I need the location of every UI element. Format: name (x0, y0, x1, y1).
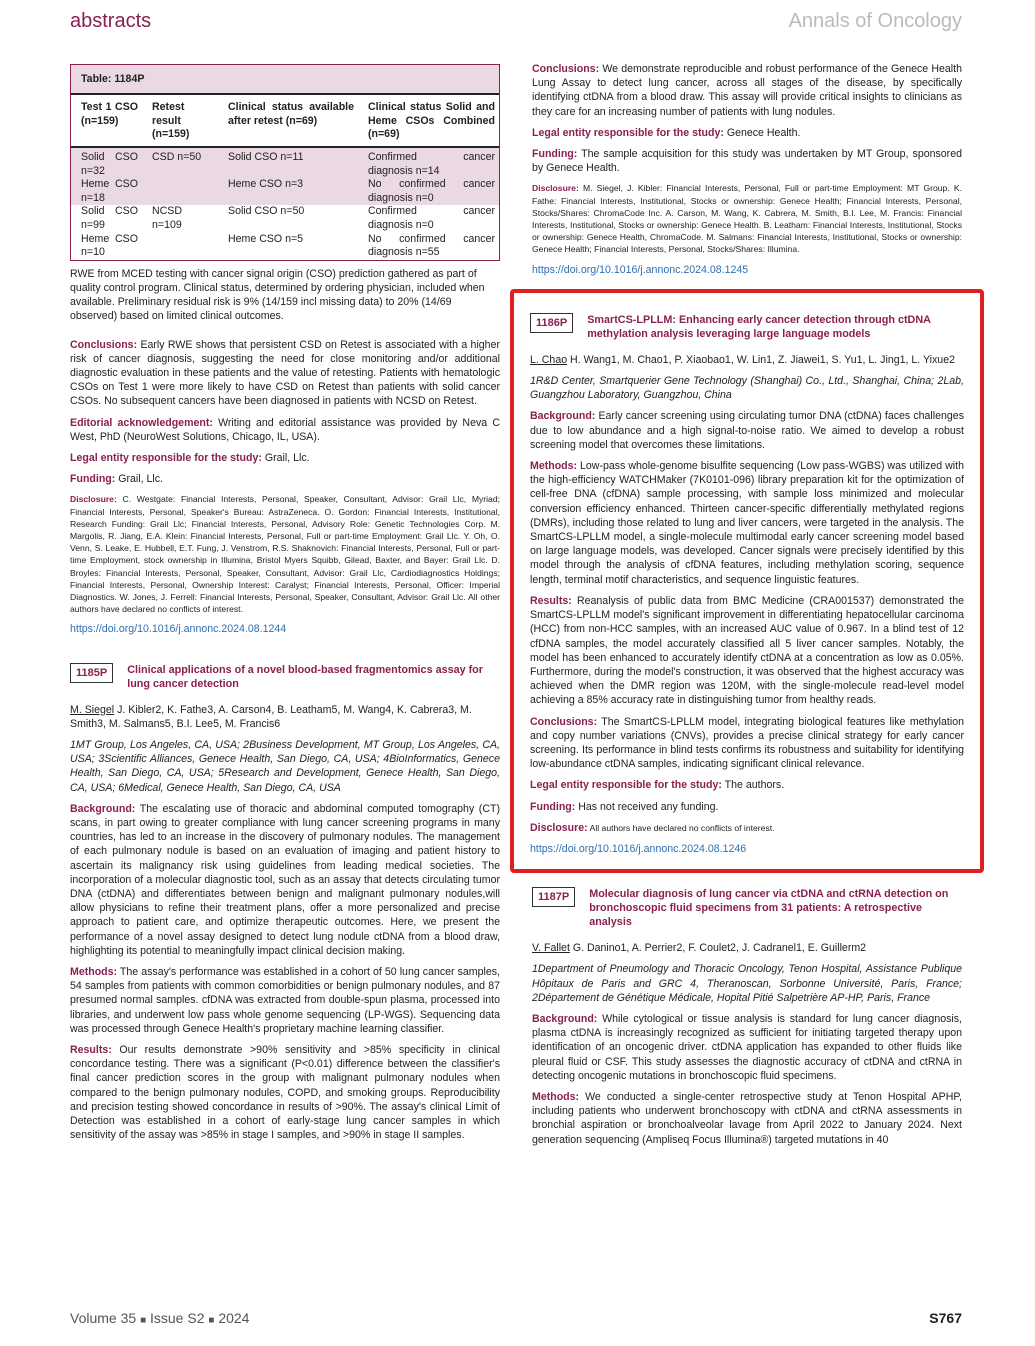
abstract-header-1185p (70, 663, 500, 691)
funding-1184p: Funding: Grail, Llc. (70, 473, 163, 486)
table-grid (71, 95, 499, 260)
disclosure-1184p: Disclosure: C. Westgate: Financial Interests, Personal, Speaker, Consultant, Advisor: Grail Llc, Myriad; Financial Interests, Personal, Speaker's Bureau: AstraZeneca. O. Gordon: Financial Interests, Institutional, Research Funding: Grail Llc; Financial Interests, Personal, Advisory Role: Genetic Technologies Corp. M. Margolis, R. Jiang, E.A. Klein: Financial Interests, Personal, Full or part-time Employment: Grail Llc. Y. Oh, O. Venn, S. Leake, E. Hubbell, E.T. Fung, J. Venstrom, R.S. Shaknovich: Financial Interests, Personal, Full or part-time Employment, stock ownership in Illumina, Bristol Myers Squibb, Gilead, Baxter, and Bayer: Grail Llc. D. Broyles: Financial Interests, Personal, Speaker, Consultant, Advisor: Grail Llc, Cardiodiagnostics Holdings; Financial Interests, Personal, Ownership Interest: Caralyst; Financial Interests, Personal, Officer: Imperial Diagnostics. W. Jones, J. Ferrell: Financial Interests, Personal, Speaker, Consultant, Advisor: Grail Llc. All other authors have declared no conflicts of interest. (70, 494, 500, 615)
conclusions-1185p: Conclusions: We demonstrate reproducible and robust performance of the Genece Health Lung Assay to detect lung cancer, across all stages of the disease, by specifically identifying ctDNA from a blood draw. This assay will provide critical insights to clinicians as they care for an increasing number of patients with lung nodules. (532, 63, 962, 118)
table-cell: CSD n=50 (142, 148, 218, 178)
footer-volume-issue: Volume 35 ■ Issue S2 ■ 2024 (70, 1310, 250, 1326)
table-cell: Confirmed cancer diagnosis n=14 (358, 148, 499, 178)
affiliations-1187p: 1Department of Pneumology and Thoracic Oncology, Tenon Hospital, Assistance Publique Hôpitaux de Paris and GRC 4, Theranoscan, Sorbonne Université, Paris, France; 2Département de Génétique Médicale, Hopital Pitié Salpetrière AP-HP, Paris, France (532, 963, 962, 1004)
highlighted-abstract-1186p (510, 289, 984, 873)
conclusions-1186p: Conclusions: The SmartCS-LPLLM model, integrating biological features like methylation and copy number variations (CNVs), provides a precise clinical strategy for early cancer screening. Its performance in blind tests confirms its robustness and suitability for identifying low-abundance ctDNA samples, indicating significant clinical relevance. (530, 715, 964, 771)
table-cell: Confirmed cancer diagnosis n=0 (368, 205, 495, 231)
doi-link-1186p[interactable]: https://doi.org/10.1016/j.annonc.2024.08.1246 (530, 842, 747, 855)
page-number: S767 (929, 1310, 962, 1326)
table-cell: Heme CSO n=18 (71, 178, 142, 205)
methods-1187p: Methods: We conducted a single-center retrospective study at Tenon Hospital APHP, including patients who underwent bronchoscopy with ctDNA and ctRNA assessments in bronchial aspiration or bronchoalveolar lavage from April 2022 to January 2024. Next generation sequencing (Ampliseq Focus Illumina®) targeted mutations in 40 (532, 1090, 962, 1146)
left-column (70, 64, 500, 1150)
table-cell: No confirmed cancer diagnosis n=55 (368, 232, 495, 259)
table-caption: Table: 1184P (71, 65, 499, 95)
disclosure-1186p: Disclosure: All authors have declared no conflicts of interest. (530, 821, 775, 834)
table-header: Test 1 CSO (n=159) (71, 95, 142, 148)
abstract-id: 1187P (532, 887, 575, 907)
table-cell: NCSD n=109 (152, 205, 183, 231)
table-cell (142, 233, 218, 260)
table-cell (142, 178, 218, 205)
right-column (532, 62, 962, 1154)
table-cell: Solid CSO n=32 (71, 148, 142, 178)
table-1184p (70, 64, 500, 261)
doi-link-1185p[interactable]: https://doi.org/10.1016/j.annonc.2024.08.1245 (532, 263, 749, 276)
table-cell: Heme CSO n=10 (81, 232, 138, 259)
table-header: Retest result (n=159) (142, 95, 218, 148)
table-cell: Solid CSO n=11 (218, 148, 358, 178)
methods-1186p: Methods: Low-pass whole-genome bisulfite sequencing (Low pass-WGBS) was utilized with the high-efficiency WATCHMaker (7K0101-096) library preparation kit for the optimization of cell-free DNA (cfDNA) sample processing, with sample loss minimized and molecular conversion efficiency enhanced. Thirteen cancer-specific differentially methylated regions (DMRs), including those related to lung and liver cancers, were targeted in the analysis. The SmartCS-LPLLM model, a single-molecule multimodal early cancer screening model based on large language models, was developed. Cancer signals were precisely identified by this model through the analysis of cfDNA features, including methylation scoring, sequence length, terminal motif characteristics, and sequence linguistic features. (530, 460, 964, 586)
funding-1186p: Funding: Has not received any funding. (530, 800, 719, 813)
affiliations-1185p: 1MT Group, Los Angeles, CA, USA; 2Business Development, MT Group, Los Angeles, CA, USA; 3Scientific Alliances, Genece Health, San Diego, CA, USA; 4BioInformatics, Genece Health, San Diego, CA, USA; 5Research and Development, Genece Health, San Diego, CA, USA; 6Medical, Genece Health, San Diego, CA, USA (70, 739, 500, 794)
abstract-header-1187p (532, 887, 962, 929)
running-header-section: abstracts (70, 10, 152, 32)
background-1187p: Background: While cytological or tissue analysis is standard for lung cancer diagnosis, plasma ctDNA is increasingly recognized as sufficient for initiating targeted therapy upon identification of an oncogenic driver. ctDNA application has expanded to other fluids like pleural fluid or CSF. This study assesses the diagnostic accuracy of ctDNA and ctRNA in detecting oncogenic mutations in bronchoscopic fluid specimens. (532, 1012, 962, 1082)
editorial-1184p: Editorial acknowledgement: Writing and editorial assistance was provided by Neva C West, PhD (NeuroWest Solutions, Chicago, IL, USA). (70, 416, 500, 443)
conclusions-1184p: Conclusions: Early RWE shows that persistent CSD on Retest is associated with a higher risk of cancer diagnosis, suggesting the need for close monitoring and/or additional diagnostic evaluation in these patients and the value of retesting. Patients with hematologic CSOs on Test 1 were more likely to have CSD on Retest than patients with solid cancer CSOs. No subsequent cancers have been diagnosed in patients with NCSD on Retest. (70, 338, 500, 408)
legal-1184p: Legal entity responsible for the study: Grail, Llc. (70, 451, 310, 464)
doi-link-1184p[interactable]: https://doi.org/10.1016/j.annonc.2024.08.1244 (70, 623, 287, 636)
abstract-title: SmartCS-LPLLM: Enhancing early cancer detection through ctDNA methylation analysis leveraging large language models (587, 313, 931, 340)
disclosure-1185p: Disclosure: M. Siegel, J. Kibler: Financial Interests, Personal, Full or part-time Employment: MT Group. K. Fathe: Financial Interests, Institutional, Stocks or ownership: Genece Health; Financial Interests, Personal, Stocks/Shares: ChromaCode Inc. A. Carson, M. Wang, K. Cabrera, M. Smith, B.I. Lee, M. Francis: Financial Interests, Institutional, Stocks or ownership: Genece Health. B. Leatham: Financial Interests, Institutional, Stocks or ownership: Genece Health, ChromaCode. M. Salmans: Financial Interests, Institutional, Stocks or ownership: Genece Health; Financial Interests, Personal, Stocks/Shares: Illumina. (532, 183, 962, 255)
results-1186p: Results: Reanalysis of public data from BMC Medicine (CRA001537) demonstrated the SmartCS-LPLLM model's significant improvement in differentiating hepatocellular carcinoma (HCC) from non-HCC samples, with an increased AUC value of 0.967. In a blind test of 12 cfDNA samples, the model accurately classified all 5 liver cancer samples. Notably, the model has been enhanced to accurately identify ctDNA at a concentration as low as 0.05%. Furthermore, during the model's construction, it was observed that the highest accuracy was achieved when the DMR region was 120M, with the single-molecule read-level model achieving a 85% accuracy rate in distinguishing tumor from healthy reads. (530, 594, 964, 707)
abstract-title: Molecular diagnosis of lung cancer via ctDNA and ctRNA detection on bronchoscopic fluid specimens from 31 patients: A retrospective analysis (589, 888, 949, 929)
authors-1185p: M. Siegel J. Kibler2, K. Fathe3, A. Carson4, B. Leatham5, M. Wang4, K. Cabrera3, M. Smith3, M. Salmans5, B.I. Lee5, M. Francis6 (70, 703, 472, 730)
table-header: Clinical status available after retest (n=69) (218, 95, 358, 148)
table-footnote: RWE from MCED testing with cancer signal origin (CSO) prediction gathered as part of quality control program. Clinical status, determined by ordering physician, included when available. Preliminary residual risk is 9% (14/159 incl missing data) to 20% (14/69 observed) based on limited clinical outcomes. (70, 267, 485, 323)
results-1185p: Results: Our results demonstrate >90% sensitivity and >85% specificity in clinical concordance testing. There was a significant (P<0.01) difference between the classifier's final cancer prediction scores in the group with malignant pulmonary nodules when compared to the benign pulmonary nodules, COPD, and smoking groups. Reproducibility and precision testing showed concordance in results of >90%. The assay's clinical Limit of Detection was established in a cohort of early-stage lung cancer samples in which sensitivity of the assay was >85% in stage I samples, and >90% in stage II samples. (70, 1044, 500, 1142)
legal-1185p: Legal entity responsible for the study: Genece Health. (532, 126, 801, 139)
affiliations-1186p: 1R&D Center, Smartquerier Gene Technology (Shanghai) Co., Ltd., Shanghai, China; 2Lab, Guangzhou Laboratory, Guangzhou, China (530, 375, 964, 402)
authors-1187p: V. Fallet G. Danino1, A. Perrier2, F. Coulet2, J. Cadranel1, E. Guillerm2 (532, 942, 867, 955)
table-header: Clinical status Solid and Heme CSOs Combined (n=69) (358, 95, 499, 148)
abstract-header-1186p (530, 313, 964, 341)
background-1186p: Background: Early cancer screening using circulating tumor DNA (ctDNA) faces challenges due to low abundance and a high signal-to-noise ratio. We aimed to develop a robust screening model that overcomes these limitations. (530, 410, 964, 451)
running-header-journal: Annals of Oncology (788, 10, 962, 32)
abstract-title: Clinical applications of a novel blood-based fragmentomics assay for lung cancer detection (127, 663, 483, 690)
methods-1185p: Methods: The assay's performance was established in a cohort of 50 lung cancer samples, 54 samples from patients with common comorbidities or benign pulmonary nodules, and 87 presumed normal samples. cfDNA was extracted from double-spun plasma, processed into libraries, and underwent low pass whole genome sequencing (LP-WGS). Sequencing data was processed through Genece Health's proprietary machine learning classifier. (70, 966, 500, 1035)
table-cell: Heme CSO n=3 (218, 178, 358, 205)
abstract-id: 1185P (70, 663, 113, 683)
background-1185p: Background: The escalating use of thoracic and abdominal computed tomography (CT) scans, in part owing to greater compliance with lung cancer screening programs in many countries, has led to an increase in the discovery of pulmonary nodules. The management of each pulmonary nodule is based on an evaluation of imaging and patient history to ascertain its malignancy risk using guidelines from leading medical societies. The incorporation of a molecular diagnostic tool, such as an assay that detects circulating tumor DNA (ctDNA) and differentiates between benign and malignant pulmonary nodules,will allow physicians to refine their treatment plans, offer a more personalized and precise approach to patient care, and optimize therapeutic outcomes. Here, we present the performance of a novel assay designed to detect lung nodule ctDNA from a blood draw, highlighting its potential to meaningfully impact clinical decision making. (70, 802, 500, 957)
table-cell: Solid CSO n=99 (81, 205, 138, 231)
authors-1186p: L. Chao H. Wang1, M. Chao1, P. Xiaobao1, W. Lin1, Z. Jiawei1, S. Yu1, L. Jing1, L. Yixue2 (530, 353, 955, 366)
table-cell: No confirmed cancer diagnosis n=0 (358, 178, 499, 205)
abstract-id: 1186P (530, 313, 573, 333)
funding-1185p: Funding: The sample acquisition for this study was undertaken by MT Group, sponsored by Genece Health. (532, 148, 962, 175)
table-cell: Heme CSO n=5 (228, 232, 304, 245)
table-cell: Solid CSO n=50 (228, 205, 305, 218)
legal-1186p: Legal entity responsible for the study: The authors. (530, 779, 785, 792)
